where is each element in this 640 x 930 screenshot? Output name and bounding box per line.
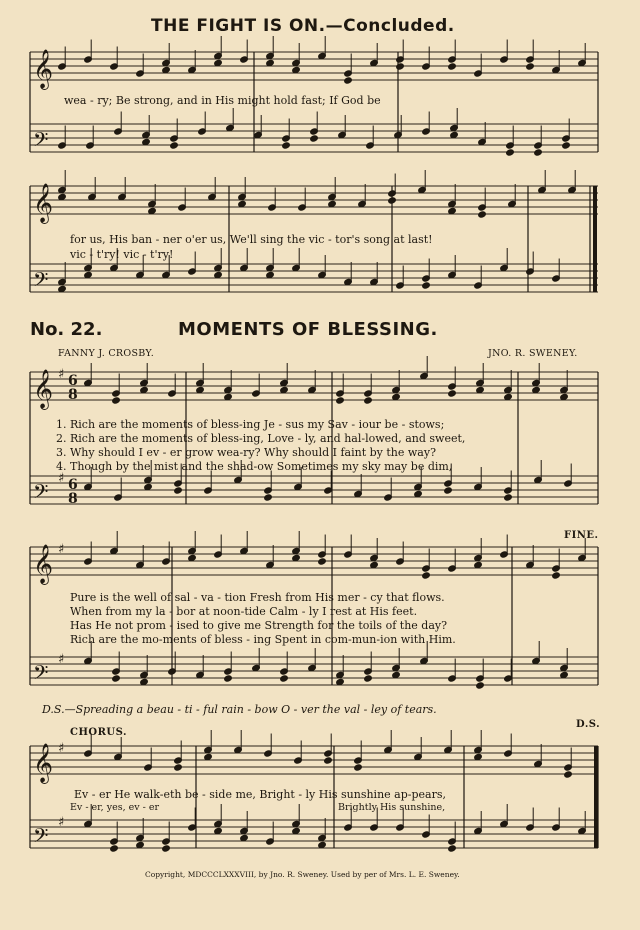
note-head	[174, 487, 183, 494]
note-head	[170, 142, 179, 149]
verse-line: Rich are the mo-ments of bless - ing Spent in com-mun-ion with Him.	[70, 633, 456, 646]
svg-text:8: 8	[68, 491, 78, 507]
bass-clef-icon: 𝄢	[33, 824, 49, 852]
treble-clef-icon: 𝄞	[33, 544, 54, 584]
note-head	[478, 211, 487, 218]
note-head	[344, 77, 353, 84]
verse-line: 1. Rich are the moments of bless-ing Je - sus my Sav - iour be - stows;	[56, 418, 445, 431]
svg-text:6: 6	[68, 477, 78, 493]
treble-clef-icon: 𝄞	[33, 183, 54, 223]
note-head	[422, 572, 431, 579]
ds-line: D.S.—Spreading a beau - ti - ful rain - bow O - ver the val - ley of tears.	[42, 703, 437, 716]
treble-clef-icon: 𝄞	[33, 743, 54, 783]
composer-credit: JNO. R. SWENEY.	[488, 348, 578, 359]
note-head	[562, 142, 571, 149]
note-head	[448, 390, 457, 397]
note-head	[162, 845, 171, 852]
note-head	[224, 675, 233, 682]
note-head	[364, 675, 373, 682]
treble-clef-icon: 𝄞	[33, 369, 54, 409]
note-head	[110, 845, 119, 852]
bass-clef-icon: 𝄢	[33, 268, 49, 296]
continuation-title: THE FIGHT IS ON.—Concluded.	[151, 16, 455, 36]
note-head	[422, 282, 431, 289]
hymn-title: MOMENTS OF BLESSING.	[178, 319, 438, 340]
note-head	[318, 558, 327, 565]
note-head	[388, 197, 397, 204]
lyricist-credit: FANNY J. CROSBY.	[58, 348, 155, 359]
note-head	[552, 572, 561, 579]
note-head	[112, 397, 121, 404]
note-head	[504, 494, 513, 501]
lyric-line: vic - t'ry! vic - t'ry!	[70, 248, 174, 261]
verse-line: 4. Though by the mist and the shad-ow Sometimes my sky may be dim,	[56, 460, 453, 473]
svg-text:♯: ♯	[58, 652, 65, 667]
note-head	[264, 494, 273, 501]
svg-text:♯: ♯	[58, 741, 65, 756]
bass-clef-icon: 𝄢	[33, 480, 49, 508]
bass-clef-icon: 𝄢	[33, 661, 49, 689]
chorus-lyric: Ev - er He walk-eth be - side me, Bright - ly His sunshine ap-pears,	[74, 788, 446, 801]
chorus-lyric-alt: Brightly His sunshine,	[338, 802, 446, 813]
note-head	[336, 397, 345, 404]
note-head	[506, 149, 515, 156]
staff-treble-5	[30, 746, 598, 774]
note-head	[282, 142, 291, 149]
note-head	[364, 397, 373, 404]
verse-line: When from my la - bor at noon-tide Calm - ly I rest at His feet.	[70, 605, 418, 618]
svg-text:♯: ♯	[58, 471, 65, 486]
svg-text:♯: ♯	[58, 542, 65, 557]
note-head	[174, 764, 183, 771]
note-head	[354, 764, 363, 771]
chorus-lyric-alt: Ev - er, yes, ev - er	[70, 802, 160, 813]
note-head	[444, 487, 453, 494]
hymn-number: No. 22.	[30, 319, 103, 340]
verse-line: Has He not prom - ised to give me Strength for the toils of the day?	[70, 619, 447, 632]
verse-line: 2. Rich are the moments of bless-ing, Love - ly, and hal-lowed, and sweet,	[56, 432, 466, 445]
note-head	[476, 682, 485, 689]
treble-clef-icon: 𝄞	[33, 49, 54, 89]
bass-clef-icon: 𝄢	[33, 128, 49, 156]
note-head	[112, 675, 121, 682]
lyric-line: wea - ry; Be strong, and in His might hold fast; If God be	[64, 94, 381, 107]
note-head	[396, 63, 405, 70]
note-head	[534, 149, 543, 156]
note-head	[448, 845, 457, 852]
note-head	[564, 771, 573, 778]
time-sig-top: 6	[68, 373, 78, 389]
svg-text:♯: ♯	[58, 815, 65, 830]
lyric-line: for us, His ban - ner o'er us, We'll sing the vic - tor's song at last!	[70, 233, 433, 246]
note-head	[280, 675, 289, 682]
note-head	[448, 63, 457, 70]
note-head	[310, 135, 319, 142]
verse-line: Pure is the well of sal - va - tion Fresh from His mer - cy that flows.	[70, 591, 445, 604]
chorus-label: CHORUS.	[70, 727, 127, 738]
fine-marker: FINE.	[564, 530, 599, 541]
verse-line: 3. Why should I ev - er grow wea-ry? Why should I faint by the way?	[56, 446, 436, 459]
svg-text:8: 8	[68, 387, 78, 403]
staff-treble-2	[30, 186, 598, 214]
copyright-notice: Copyright, MDCCCLXXXVIII, by Jno. R. Sweney. Used by per of Mrs. L. E. Sweney.	[145, 870, 460, 879]
note-head	[526, 63, 535, 70]
note-head	[324, 757, 333, 764]
ds-marker: D.S.	[576, 719, 601, 730]
svg-text:♯: ♯	[58, 367, 65, 382]
